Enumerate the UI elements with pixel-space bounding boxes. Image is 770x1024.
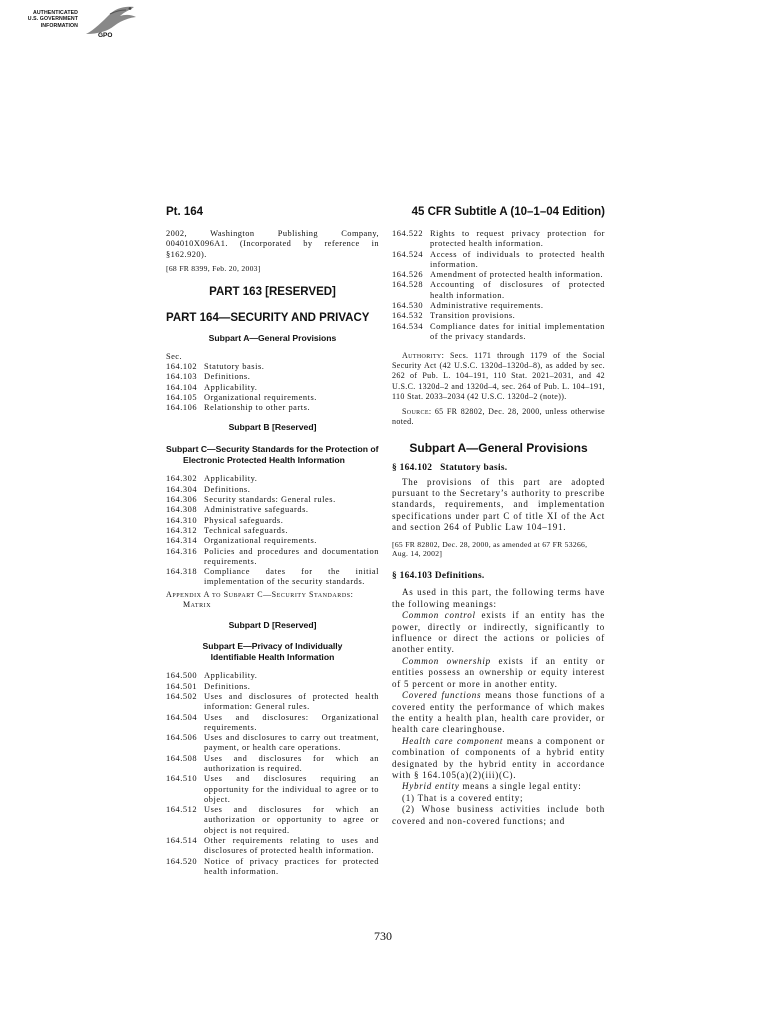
toc-section-title: Organizational requirements.	[204, 392, 317, 402]
intro-citation: [68 FR 8399, Feb. 20, 2003]	[166, 263, 261, 273]
section-164-102-heading: § 164.102 Statutory basis.	[392, 463, 508, 474]
toc-section-title: Technical safeguards.	[204, 525, 288, 535]
authority-note	[392, 351, 605, 401]
toc-entry	[392, 311, 605, 321]
toc-section-title: Uses and disclosures to carry out treatment, payment, or health care operations.	[204, 733, 379, 753]
definition-text: exists if an entity or entities possess an ownership or equity interest of 5 percent or more in another entity.	[392, 655, 605, 689]
toc-entry	[166, 754, 379, 775]
definition-text: means a component or combination of components of a hybrid entity designated by the hybrid entity in accordance with § 164.105(a)(2)(iii)(C).	[392, 735, 605, 780]
seal-line: INFORMATION	[40, 22, 78, 29]
toc-section-title: Organizational requirements.	[204, 536, 317, 546]
toc-subpart-e	[166, 671, 379, 877]
toc-section-title: Statutory basis.	[204, 361, 265, 371]
definition-paragraph	[392, 690, 605, 736]
toc-section-title: Security standards: General rules.	[204, 495, 336, 505]
seal-text	[18, 10, 78, 29]
toc-section-number: 164.310	[166, 515, 198, 525]
source-text: 65 FR 82802, Dec. 28, 2000, unless otherwise noted.	[392, 406, 605, 426]
toc-section-title: Definitions.	[204, 484, 251, 494]
toc-subpart-a	[166, 362, 379, 413]
toc-section-title: Administrative requirements.	[430, 301, 544, 311]
definition-paragraph	[392, 781, 605, 792]
toc-section-title: Uses and disclosures for which an authorization or opportunity to agree or object is not required.	[204, 805, 379, 835]
authority-label: Authority:	[402, 351, 445, 361]
toc-section-number: 164.524	[392, 249, 424, 259]
toc-entry	[392, 229, 605, 250]
toc-entry	[392, 250, 605, 271]
toc-subpart-c	[166, 474, 379, 587]
gpo-authentication-seal	[18, 4, 148, 46]
toc-entry	[166, 836, 379, 857]
toc-entry	[166, 516, 379, 526]
toc-entry	[166, 682, 379, 692]
part-164-heading: PART 164—SECURITY AND PRIVACY	[166, 311, 370, 324]
defined-term: Common control	[402, 610, 476, 621]
toc-section-title: Applicability.	[204, 382, 258, 392]
toc-entry	[166, 536, 379, 546]
toc-section-number: 164.314	[166, 536, 198, 546]
hybrid-entity-items	[392, 793, 605, 827]
toc-section-title: Applicability.	[204, 474, 258, 484]
toc-entry	[166, 547, 379, 568]
toc-section-number: 164.102	[166, 361, 198, 371]
toc-section-number: 164.304	[166, 484, 198, 494]
source-note	[392, 407, 605, 427]
toc-section-title: Uses and disclosures requiring an opportunity for the individual to agree or to object.	[204, 774, 379, 804]
toc-section-title: Policies and procedures and documentation requirements.	[204, 546, 379, 566]
toc-section-number: 164.512	[166, 805, 198, 815]
toc-section-number: 164.501	[166, 681, 198, 691]
toc-section-title: Definitions.	[204, 372, 251, 382]
defined-term: Common ownership	[402, 655, 491, 666]
toc-subpart-e-continued	[392, 229, 605, 342]
toc-entry	[166, 372, 379, 382]
toc-section-title: Relationship to other parts.	[204, 403, 311, 413]
definition-paragraph	[392, 736, 605, 782]
toc-section-number: 164.106	[166, 403, 198, 413]
toc-section-number: 164.302	[166, 474, 198, 484]
sec-label: Sec.	[166, 351, 182, 361]
definition-paragraph	[392, 610, 605, 656]
toc-section-number: 164.103	[166, 372, 198, 382]
seal-line: AUTHENTICATED	[32, 10, 78, 16]
left-column	[166, 229, 379, 877]
toc-entry	[166, 383, 379, 393]
toc-section-title: Notice of privacy practices for protected health information.	[204, 856, 379, 876]
toc-section-number: 164.506	[166, 733, 198, 743]
toc-entry	[166, 495, 379, 505]
toc-entry	[166, 857, 379, 878]
toc-section-title: Physical safeguards.	[204, 515, 284, 525]
authority-text: Secs. 1171 through 1179 of the Social Security Act (42 U.S.C. 1320d–1320d–8), as added by sec. 262 of Pub. L. 104–191, 110 Stat. 2021–2031, and 42 U.S.C. 1320d–2 and 1320d–4, sec. 264 of Pub. L. 104–191, 110 Stat. 2033–2034 (42 U.S.C. 1320d–2 (note)).	[392, 351, 605, 401]
section-164-103-heading: § 164.103 Definitions.	[392, 571, 485, 582]
toc-section-number: 164.534	[392, 321, 424, 331]
toc-section-number: 164.520	[166, 856, 198, 866]
toc-section-title: Transition provisions.	[430, 311, 516, 321]
definition-text: means a single legal entity:	[459, 781, 582, 792]
defined-term: Health care component	[402, 735, 504, 746]
right-column	[392, 229, 605, 827]
toc-entry	[392, 270, 605, 280]
toc-section-number: 164.105	[166, 392, 198, 402]
toc-section-number: 164.500	[166, 671, 198, 681]
source-label: Source:	[402, 406, 432, 416]
toc-section-title: Administrative safeguards.	[204, 505, 309, 515]
toc-entry	[166, 805, 379, 836]
toc-section-number: 164.308	[166, 505, 198, 515]
gpo-label: GPO	[98, 32, 113, 39]
definition-text: means those functions of a covered entity the performance of which makes the entity a health plan, health care provider, or health care clearinghouse.	[392, 690, 605, 735]
toc-section-number: 164.504	[166, 712, 198, 722]
toc-section-title: Accounting of disclosures of protected health information.	[430, 280, 605, 300]
toc-section-number: 164.508	[166, 753, 198, 763]
toc-entry	[166, 362, 379, 372]
definitions-list	[392, 610, 605, 793]
toc-entry	[166, 505, 379, 515]
toc-section-number: 164.318	[166, 567, 198, 577]
toc-entry	[166, 733, 379, 754]
subpart-c-heading: Subpart C—Security Standards for the Protection of Electronic Protected Health Information	[166, 444, 379, 466]
toc-section-title: Definitions.	[204, 681, 251, 691]
intro-paragraph: 2002, Washington Publishing Company, 004010X096A1. (Incorporated by reference in §162.920).	[166, 229, 379, 259]
numbered-item: (2) Whose business activities include both covered and non-covered functions; and	[392, 804, 605, 826]
running-header-title: 45 CFR Subtitle A (10–1–04 Edition)	[411, 206, 605, 218]
toc-entry	[166, 393, 379, 403]
definition-text: exists if an entity has the power, directly or indirectly, significantly to influence or direct the actions or policies of another entity.	[392, 610, 605, 655]
toc-section-title: Access of individuals to protected health information.	[430, 249, 605, 269]
toc-section-number: 164.522	[392, 229, 424, 238]
running-header-part: Pt. 164	[166, 206, 204, 218]
toc-entry	[166, 567, 379, 588]
seal-line: U.S. GOVERNMENT	[27, 16, 78, 23]
page-number: 730	[374, 929, 392, 943]
toc-section-number: 164.532	[392, 311, 424, 321]
section-164-102-body: The provisions of this part are adopted pursuant to the Secretary’s authority to prescribe standards, requirements, and implementation specifications under part C of title XI of the Act and section 264 of Public Law 104–191.	[392, 476, 605, 533]
toc-section-number: 164.502	[166, 691, 198, 701]
toc-section-number: 164.526	[392, 270, 424, 280]
appendix-a-entry: Appendix A to Subpart C—Security Standards: Matrix	[166, 589, 354, 610]
toc-section-number: 164.306	[166, 495, 198, 505]
toc-section-number: 164.312	[166, 525, 198, 535]
toc-section-title: Uses and disclosures of protected health information: General rules.	[204, 691, 379, 712]
toc-entry	[166, 526, 379, 536]
defined-term: Covered functions	[402, 690, 482, 701]
toc-section-title: Compliance dates for the initial implementation of the security standards.	[204, 567, 379, 587]
toc-section-number: 164.104	[166, 382, 198, 392]
toc-entry	[166, 474, 379, 484]
toc-section-title: Compliance dates for initial implementation of the privacy standards.	[430, 321, 605, 341]
toc-section-title: Amendment of protected health information.	[430, 270, 604, 280]
toc-section-title: Applicability.	[204, 671, 258, 681]
subpart-a-section-heading: Subpart A—General Provisions	[409, 440, 588, 455]
toc-entry	[166, 485, 379, 495]
toc-entry	[392, 322, 605, 343]
toc-section-title: Uses and disclosures: Organizational requirements.	[204, 712, 379, 732]
toc-section-title: Other requirements relating to uses and disclosures of protected health information.	[204, 836, 379, 856]
toc-entry	[166, 713, 379, 734]
subpart-b-heading: Subpart B [Reserved]	[228, 422, 317, 433]
toc-entry	[392, 301, 605, 311]
toc-entry	[166, 774, 379, 805]
subpart-d-heading: Subpart D [Reserved]	[228, 620, 317, 631]
numbered-item: (1) That is a covered entity;	[402, 792, 524, 803]
defined-term: Hybrid entity	[402, 781, 460, 792]
toc-section-number: 164.528	[392, 280, 424, 290]
section-164-103-intro: As used in this part, the following terms have the following meanings:	[392, 587, 605, 609]
toc-entry	[166, 692, 379, 713]
subpart-a-heading: Subpart A—General Provisions	[208, 332, 337, 343]
subpart-e-heading: Subpart E—Privacy of Individually Identifiable Health Information	[202, 641, 343, 663]
toc-section-title: Rights to request privacy protection for protected health information.	[430, 229, 605, 249]
toc-section-number: 164.510	[166, 774, 198, 784]
toc-section-number: 164.514	[166, 836, 198, 846]
section-164-102-citation: [65 FR 82802, Dec. 28, 2000, as amended at 67 FR 53266, Aug. 14, 2002]	[392, 539, 588, 559]
toc-section-number: 164.316	[166, 546, 198, 556]
toc-entry	[166, 403, 379, 413]
part-163-heading: PART 163 [RESERVED]	[209, 285, 336, 298]
toc-section-number: 164.530	[392, 301, 424, 311]
toc-entry	[166, 671, 379, 681]
toc-section-title: Uses and disclosures for which an authorization is required.	[204, 753, 379, 773]
toc-entry	[392, 280, 605, 301]
definition-paragraph	[392, 656, 605, 690]
